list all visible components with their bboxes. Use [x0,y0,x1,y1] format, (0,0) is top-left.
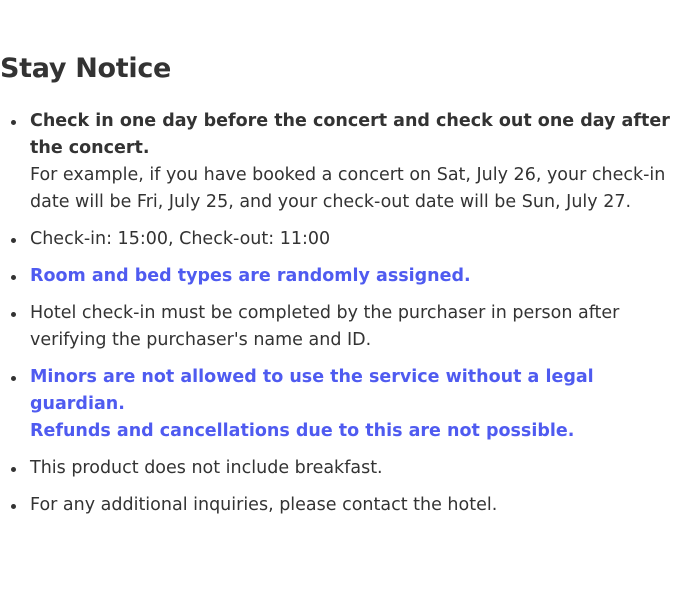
inquiries-text: For any additional inquiries, please contact the hotel. [30,495,498,515]
check-in-rule-example: For example, if you have booked a concert on Sat, July 26, your check-in date will be Fri, July 25, and your check-out date will be Sun, July 27. [30,165,666,212]
check-in-rule-heading: Check in one day before the concert and check out one day after the concert. [30,111,670,158]
stay-notice [0,52,690,529]
bullet-icon [11,275,16,280]
bullet-icon [11,312,16,317]
check-times-text: Check-in: 15:00, Check-out: 11:00 [30,229,331,249]
bullet-icon [11,467,16,472]
list-item-check-in-rule [0,108,690,216]
list-item-purchaser-check-in [0,300,690,354]
notice-list [0,108,690,519]
bullet-icon [11,504,16,509]
room-assignment-text: Room and bed types are randomly assigned. [30,266,471,286]
page-title: Stay Notice [0,53,172,84]
minors-policy-line-2: Refunds and cancellations due to this are not possible. [30,421,575,441]
bullet-icon [11,376,16,381]
purchaser-check-in-text: Hotel check-in must be completed by the purchaser in person after verifying the purchaser's name and ID. [30,303,620,350]
list-item-room-assignment [0,263,690,290]
minors-policy-line-1: Minors are not allowed to use the service without a legal guardian. [30,367,594,414]
list-item-check-times [0,226,690,253]
list-item-inquiries [0,492,690,519]
bullet-icon [11,238,16,243]
breakfast-text: This product does not include breakfast. [30,458,383,478]
bullet-icon [11,120,16,125]
list-item-breakfast [0,455,690,482]
list-item-minors-policy [0,364,690,445]
